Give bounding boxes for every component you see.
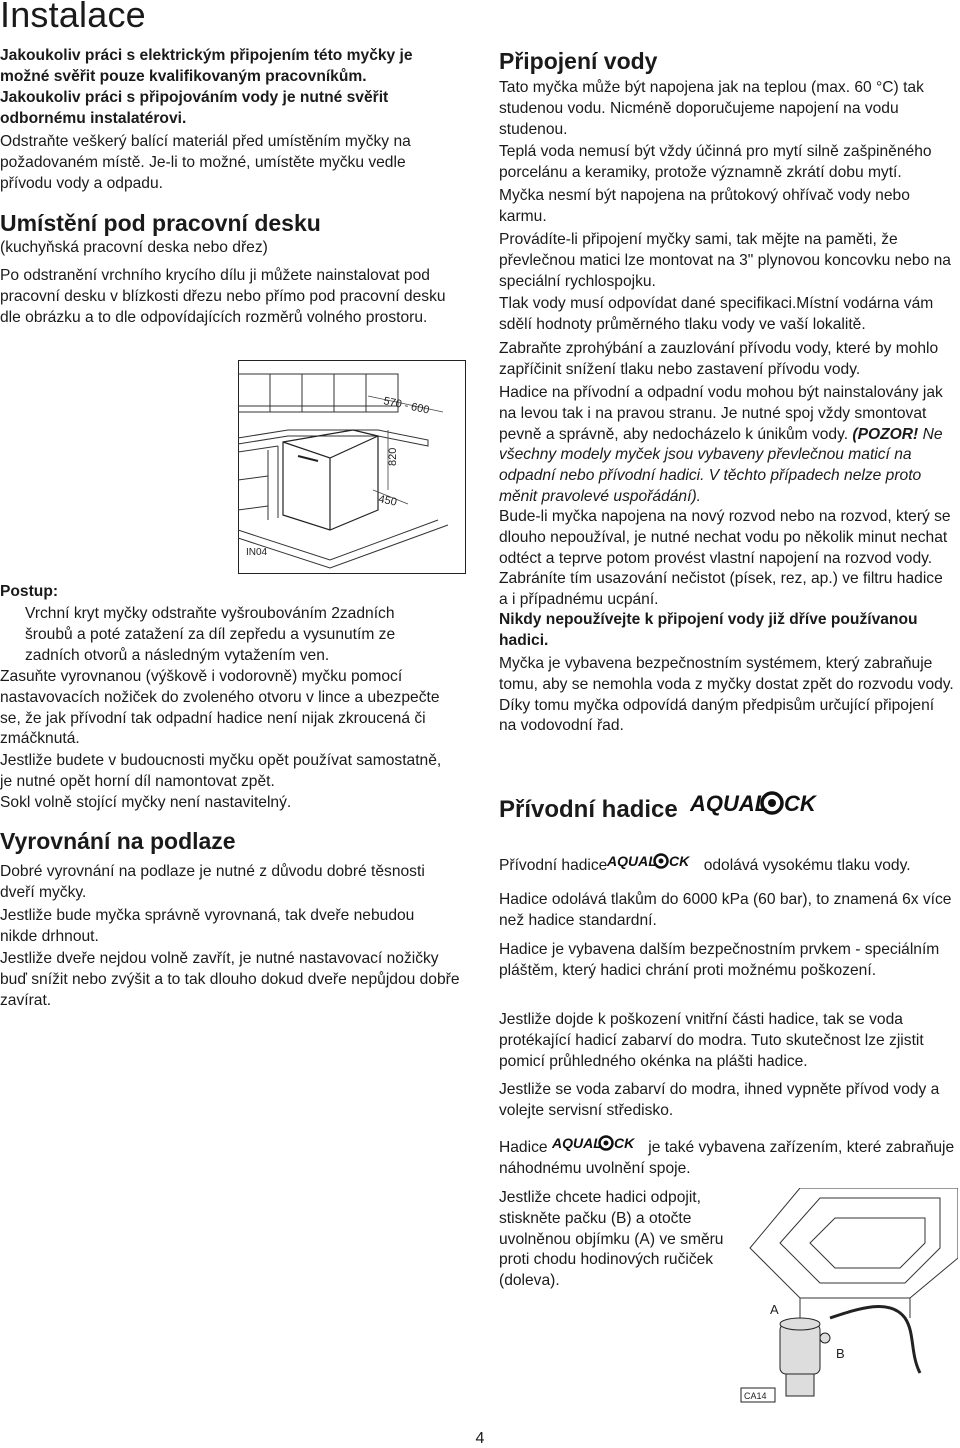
procedure-step-3a: Jestliže budete v budoucnosti myčku opět používat samostatně, je nutné opět horní díl namontovat zpět. bbox=[0, 752, 442, 790]
hose-text-2: Hadice odolává tlakům do 6000 kPa (60 bar), to znamená 6x více než hadice standardní. bbox=[499, 891, 952, 929]
hose-text-6-before: Hadice bbox=[499, 1139, 548, 1156]
section-heading-under-counter: Umístění pod pracovní desku bbox=[0, 210, 321, 236]
hose-text-6-after: je také vybavena zařízením, které zabraňuje náhodnému uvolnění spoje. bbox=[499, 1139, 955, 1177]
water-text-1: Tato myčka může být napojena jak na teplou (max. 60 °C) tak studenou vodu. Nicméně doporučujeme napojení na vodu studenou. bbox=[499, 79, 924, 138]
aqualock-logo-text: AQUAL bbox=[690, 791, 769, 816]
under-counter-text: Po odstranění vrchního krycího dílu ji můžete nainstalovat pod pracovní desku v blízkosti dřezu nebo přímo pod pracovní desku dle obrázku a to dle odpovídajících rozměrů volného prostoru. bbox=[0, 267, 446, 326]
figure-label-a: A bbox=[770, 1302, 779, 1317]
procedure-step-3 bbox=[0, 751, 450, 813]
warning-electrical: Jakoukoliv práci s elektrickým připojením této myčky je možné svěřit pouze kvalifikovaným pracovníkům. bbox=[0, 47, 413, 85]
hose-text-1-before: Přívodní hadice bbox=[499, 857, 608, 874]
leveling-text-1: Dobré vyrovnání na podlaze je nutné z důvodu dobré těsnosti dveří myčky. bbox=[0, 863, 425, 901]
hose-text-1-after: odolává vysokému tlaku vody. bbox=[699, 857, 911, 874]
water-text-6: Zabraňte zprohýbání a zauzlování přívodu vody, které by mohlo zapříčinit snížení tlaku nebo zastavení přívodu vody. bbox=[499, 340, 939, 378]
wall-cabinets bbox=[238, 374, 398, 412]
hose-text-7: Jestliže chcete hadici odpojit, stiskněte pačku (B) a otočte uvolněnou objímku (A) ve směru proti chodu hodinových ručiček (doleva). bbox=[499, 1189, 724, 1290]
dim-width-label: 570 - 600 bbox=[382, 395, 431, 417]
coupling-drawing bbox=[780, 1318, 830, 1396]
water-text-3: Myčka nesmí být napojena na průtokový ohřívač vody nebo karmu. bbox=[499, 187, 910, 225]
water-text-7-plain: Hadice na přívodní a odpadní vodu mohou být nainstalovány jak na levou tak i na pravou stranu. Je nutné spoj vždy smontovat pevně a správně, aby nedocházelo k únikům vody. bbox=[499, 384, 943, 443]
leveling-text-2: Jestliže bude myčka správně vyrovnaná, tak dveře nebudou nikde drhnout. bbox=[0, 907, 415, 945]
section-subheading-under-counter: (kuchyňská pracovní deska nebo dřez) bbox=[0, 239, 268, 256]
section-heading-hose: Přívodní hadice bbox=[499, 796, 678, 823]
svg-text:AQUAL: AQUAL bbox=[551, 1134, 602, 1151]
procedure-heading: Postup: bbox=[0, 583, 59, 600]
countertop bbox=[238, 430, 428, 520]
svg-text:CK: CK bbox=[669, 852, 690, 869]
intro-text: Odstraňte veškerý balící materiál před umístěním myčky na požadovaném místě. Je-li to možné, umístěte myčku vedle přívodu vody a odpadu. bbox=[0, 133, 411, 192]
aqualock-logo-dot bbox=[768, 799, 776, 807]
water-text-9: Nikdy nepoužívejte k připojení vody již dříve používanou hadici. bbox=[499, 611, 918, 649]
water-text-4: Provádíte-li připojení myčky sami, tak mějte na paměti, že převlečnou matici lze montovat na 3" plynovou koncovku nebo na speciální rychlospojku. bbox=[499, 231, 951, 290]
warning-plumbing: Jakoukoliv práci s připojováním vody je nutné svěřit odbornému instalatérovi. bbox=[0, 89, 389, 127]
aqualock-logo-small bbox=[607, 851, 699, 871]
figure-aqualock-hose-release bbox=[740, 1188, 958, 1406]
dishwasher-outline bbox=[283, 430, 378, 530]
water-text-5: Tlak vody musí odpovídat dané specifikaci.Místní vodárna vám sdělí hodnoty průměrného tlaku vody ve vaší lokalitě. bbox=[499, 295, 934, 333]
water-text-7 bbox=[499, 383, 955, 508]
hose-text-6 bbox=[499, 1134, 955, 1180]
procedure-step-2: Zasuňte vyrovnanou (výškově i vodorovně) myčku pomocí nastavovacích nožiček do zvoleného otvoru v lince a ubezpečte se, že jak přívodní tak odpadní hadice není nijak zkroucená či zmáčknutá. bbox=[0, 668, 440, 748]
dim-depth-label: 450 bbox=[377, 493, 398, 509]
water-warning-italic: Ne všechny modely myček jsou vybaveny převlečnou maticí na odpadní nebo přívodní hadici. V těchto případech nelze proto měnit pravolevé uspořádání). bbox=[499, 425, 943, 505]
water-text-10: Myčka je vybavena bezpečnostním systémem, který zabraňuje tomu, aby se nemohla voda z myčky dostat zpět do rozvodu vody. Díky tomu myčka odpovídá daným předpisům určující připojení na vodovodní řad. bbox=[499, 655, 954, 735]
aqualock-logo-text-end: CK bbox=[784, 791, 816, 816]
safety-warning bbox=[0, 45, 450, 129]
figure-under-counter-installation bbox=[238, 360, 466, 574]
hose-text-3: Hadice je vybavena dalším bezpečnostním prvkem - speciálním pláštěm, který hadici chrání proti možnému poškození. bbox=[499, 941, 940, 979]
hose-drawing bbox=[830, 1306, 920, 1373]
svg-text:CK: CK bbox=[613, 1134, 635, 1151]
water-text-2: Teplá voda nemusí být vždy účinná pro mytí silně zašpiněného porcelánu a keramiky, protože významně zkrátí dobu mytí. bbox=[499, 143, 932, 181]
floor-base bbox=[238, 520, 448, 568]
water-warning-pozor: (POZOR! bbox=[852, 425, 919, 443]
figure-label-b: B bbox=[836, 1346, 845, 1361]
svg-text:AQUAL: AQUAL bbox=[607, 852, 658, 869]
page-title: Instalace bbox=[0, 0, 146, 35]
page-number: 4 bbox=[475, 1430, 485, 1447]
procedure-step-1: Vrchní kryt myčky odstraňte vyšroubováním 2zadních šroubů a poté zatažení za díl zepředu a vysunutím ze zadních otvorů a následným vytažením ven. bbox=[25, 605, 396, 664]
section-heading-leveling: Vyrovnání na podlaze bbox=[0, 828, 236, 854]
sink-drawing bbox=[750, 1188, 958, 1338]
dim-height-label: 820 bbox=[387, 447, 399, 466]
aqualock-logo-small-2 bbox=[552, 1133, 644, 1153]
leveling-text-3: Jestliže dveře nejdou volně zavřít, je nutné nastavovací nožičky buď snížit nebo zvýšit a to tak dlouho dokud dveře nepůjdou dobře zavírat. bbox=[0, 950, 460, 1009]
hose-text-1 bbox=[499, 852, 955, 877]
figure-code-ca14: CA14 bbox=[744, 1391, 767, 1401]
hose-heading-row bbox=[499, 791, 955, 824]
procedure-step-3b: Sokl volně stojící myčky není nastavitelný. bbox=[0, 793, 292, 811]
figure-code-in04: IN04 bbox=[246, 547, 268, 558]
aqualock-logo bbox=[690, 787, 820, 819]
hose-text-4: Jestliže dojde k poškození vnitřní části hadice, tak se voda protékající hadicí zabarví do modra. Tuto skutečnost lze zjistit pomicí průhledného okénka na plášti hadice. bbox=[499, 1011, 924, 1070]
section-heading-water: Připojení vody bbox=[499, 48, 658, 74]
water-text-8: Bude-li myčka napojena na nový rozvod nebo na rozvod, který se dlouho nepoužíval, je nutné nechat vodu po několik minut nechat odtéct a teprve potom provést vlastní napojení na rozvod vody. Zabráníte tím usazování nečistot (písek, rez, ap.) ve filtru hadice a i případnému ucpání. bbox=[499, 508, 951, 609]
hose-text-5: Jestliže se voda zabarví do modra, ihned vypněte přívod vody a volejte servisní středisko. bbox=[499, 1081, 940, 1119]
